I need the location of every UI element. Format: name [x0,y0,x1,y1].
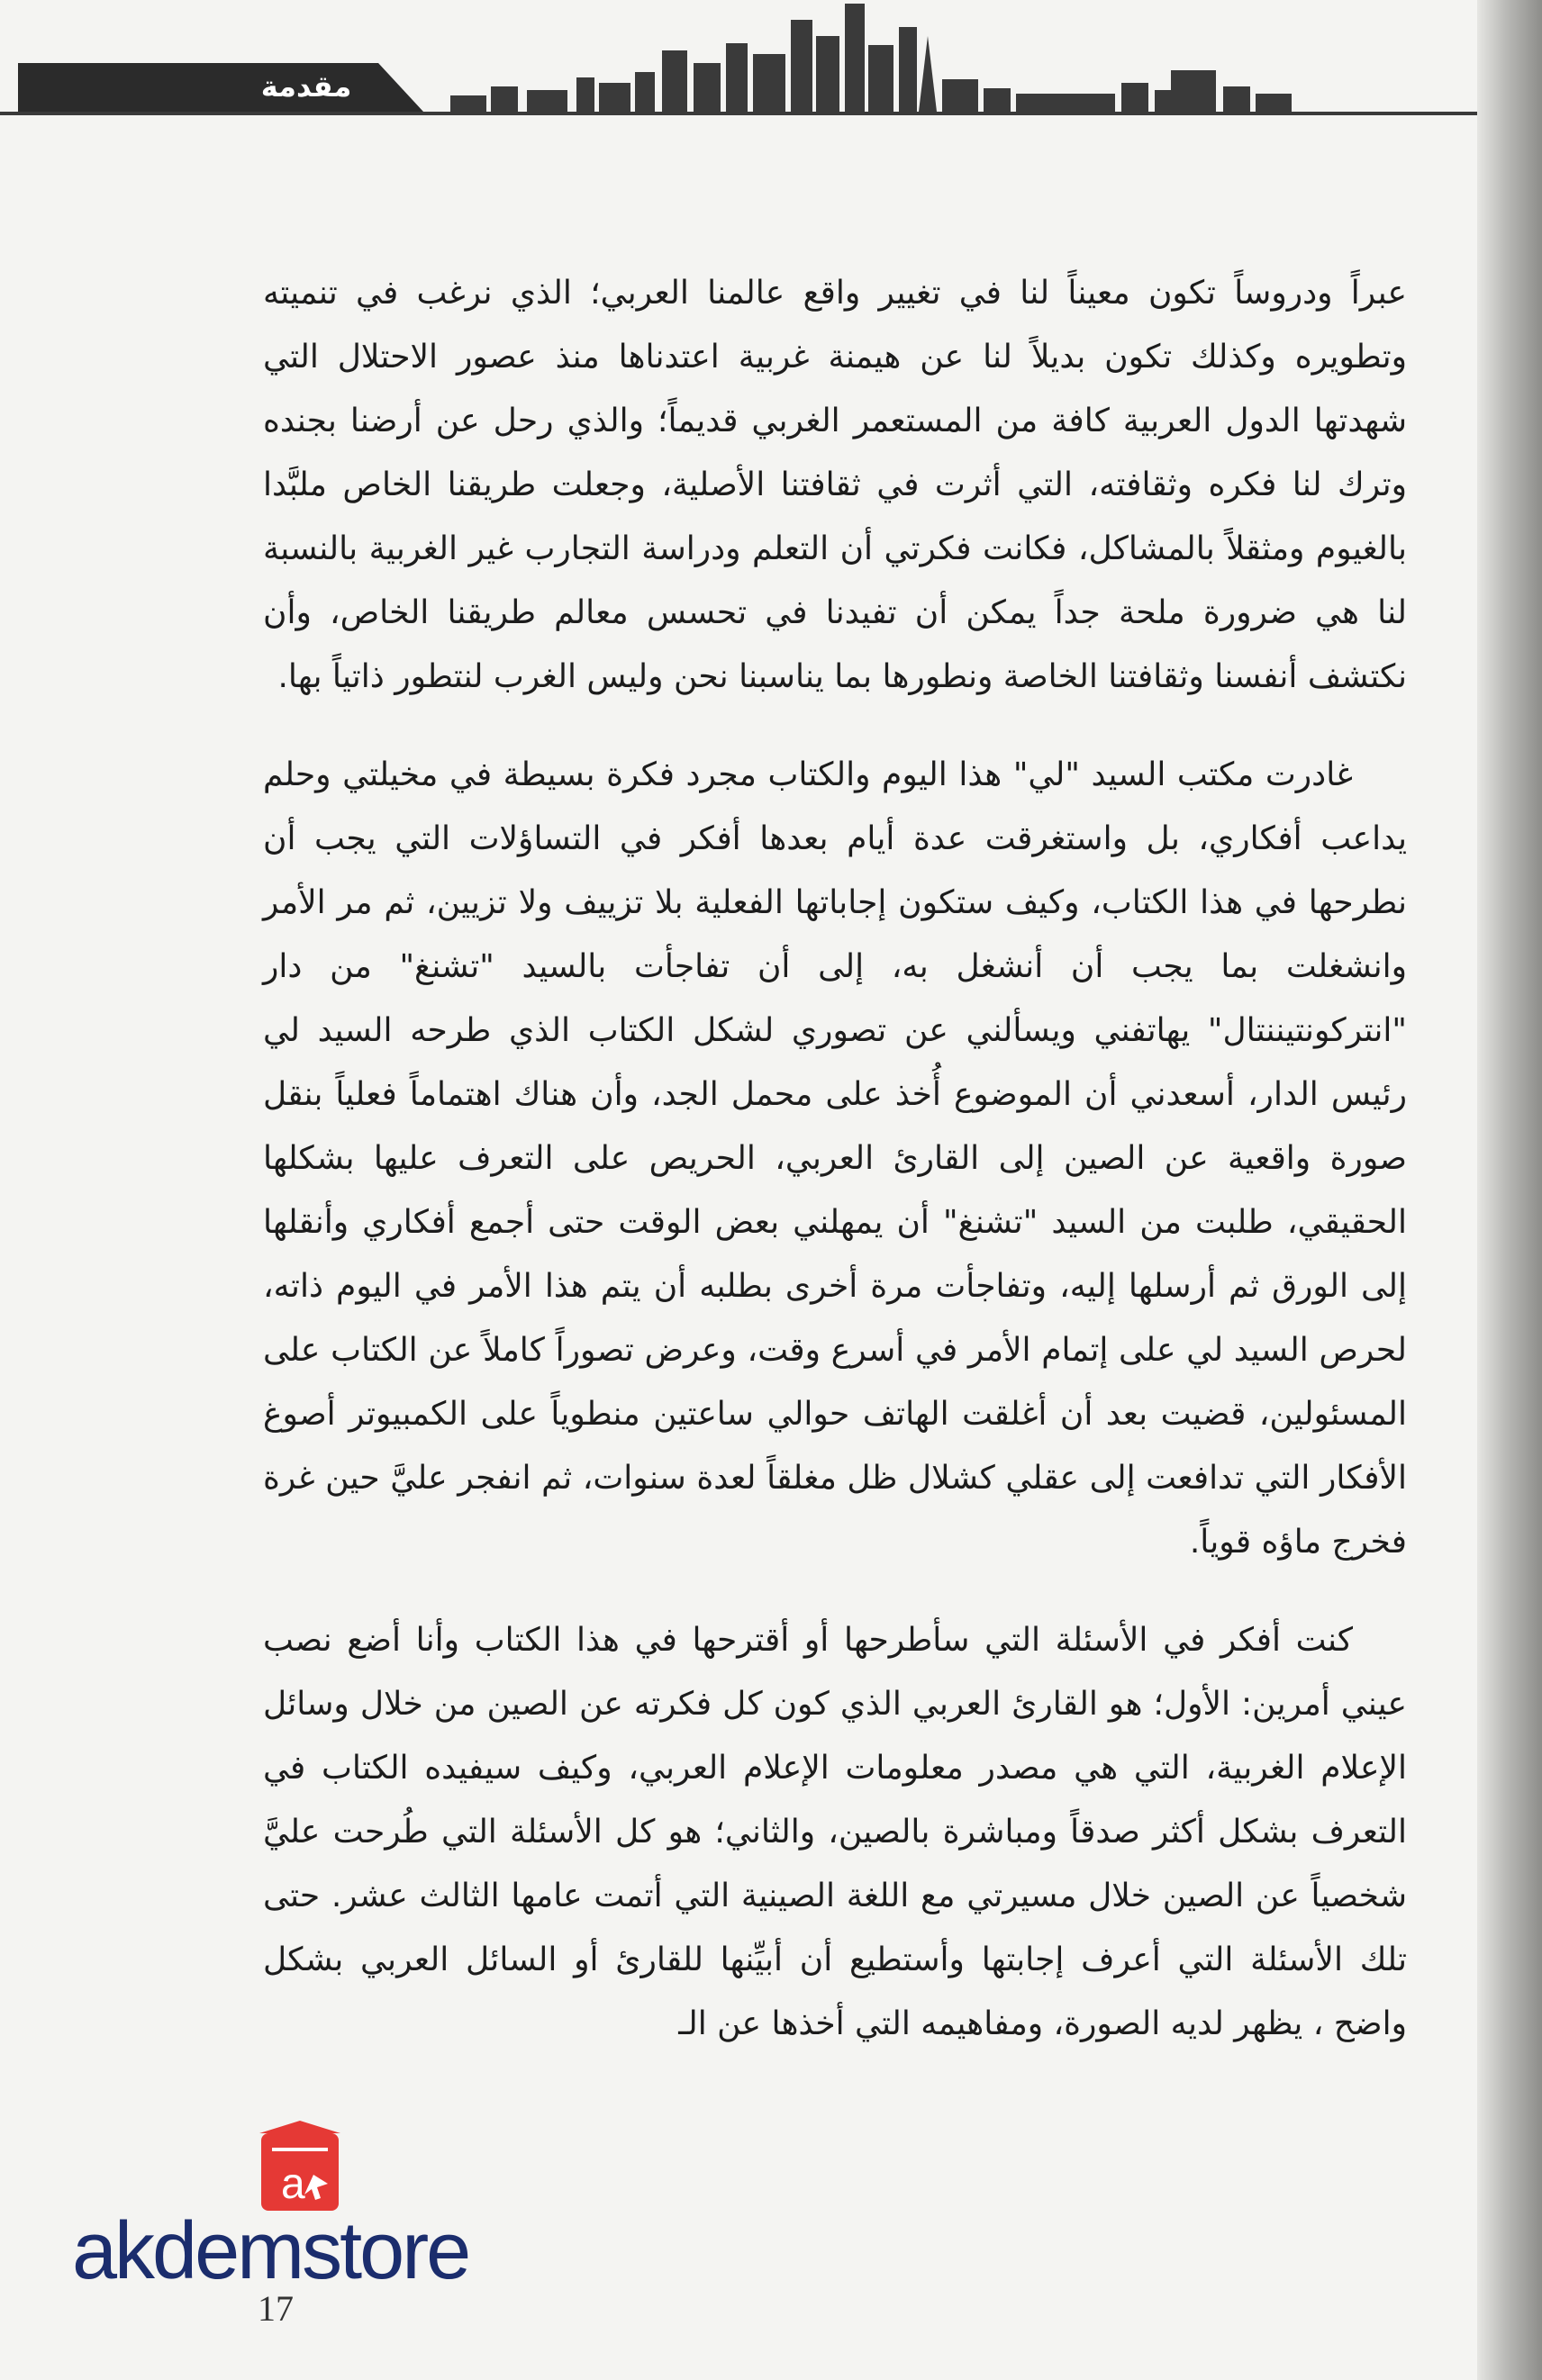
paragraph-2: غادرت مكتب السيد "لي" هذا اليوم والكتاب مجرد فكرة بسيطة في مخيلتي وحلم يداعب أفكاري، بل واستغرقت عدة أيام بعدها أفكر في التساؤلات التي يجب أن نطرحها في هذا الكتاب، وكيف ستكون إجاباتها الفعلية بلا تزييف ولا تزيين، ثم مر الأمر وانشغلت بما يجب أن أنشغل به، إلى أن تفاجأت بالسيد "تشنغ" من دار "انتركونتيننتال" يهاتفني ويسألني عن تصوري لشكل الكتاب الذي طرحه السيد لي رئيس الدار، أسعدني أن الموضوع أُخذ على محمل الجد، وأن هناك اهتماماً فعلياً بنقل صورة واقعية عن الصين إلى القارئ العربي، الحريص على التعرف عليها بشكلها الحقيقي، طلبت من السيد "تشنغ" أن يمهلني بعض الوقت حتى أجمع أفكاري وأنقلها إلى الورق ثم أرسلها إليه، وتفاجأت مرة أخرى بطلبه أن يتم هذا الأمر في اليوم ذاته، لحرص السيد لي على إتمام الأمر في أسرع وقت، وعرض تصوراً كاملاً عن الكتاب على المسئولين، قضيت بعد أن أغلقت الهاتف حوالي ساعتين منطوياً على الكمبيوتر أصوغ الأفكار التي تدافعت إلى عقلي كشلال ظل مغلقاً لعدة سنوات، ثم انفجر عليَّ حين غرة فخرج ماؤه قوياً. [263,756,1407,1561]
page-edge-shadow [1477,0,1542,2380]
store-watermark-text: akdemstore [72,2206,469,2296]
chapter-header [0,0,1477,126]
body-text [263,261,1407,2090]
book-logo-icon [72,2121,558,2220]
paragraph-3: كنت أفكر في الأسئلة التي سأطرحها أو أقترحها في هذا الكتاب وأنا أضع نصب عيني أمرين: الأول؛ هو القارئ العربي الذي كون كل فكرته عن الصين من خلال وسائل الإعلام الغربية، التي هي مصدر معلومات الإعلام العربي، وكيف سيفيده الكتاب في التعرف بشكل أكثر صدقاً ومباشرة بالصين، والثاني؛ هو كل الأسئلة التي طُرحت عليَّ شخصياً عن الصين خلال مسيرتي مع اللغة الصينية التي أتمت عامها الثالث عشر. حتى تلك الأسئلة التي أعرف إجابتها وأستطيع أن أبيِّنها للقارئ أو السائل العربي بشكل واضح ، يظهر لديه الصورة، ومفاهيمه التي أخذها عن الـ [263,1622,1407,2042]
page-number: 17 [258,2288,294,2329]
chapter-title: مقدمة [260,69,352,104]
store-watermark [72,2121,558,2301]
skyline-banner-icon [0,0,1477,126]
paragraph-1: عبراً ودروساً تكون معيناً لنا في تغيير واقع عالمنا العربي؛ الذي نرغب في تنميته وتطويره وكذلك تكون بديلاً لنا عن هيمنة غربية اعتدناها منذ عصور الاحتلال التي شهدتها الدول العربية كافة من المستعمر الغربي قديماً؛ والذي رحل عن أرضنا بجنده وترك لنا فكره وثقافته، التي أثرت في ثقافتنا الأصلية، وجعلت طريقنا الخاص ملبَّدا بالغيوم ومثقلاً بالمشاكل، فكانت فكرتي أن التعلم ودراسة التجارب غير الغربية بالنسبة لنا هي ضرورة ملحة جداً يمكن أن تفيدنا في تحسس معالم طريقنا الخاص، وأن نكتشف أنفسنا وثقافتنا الخاصة ونطورها بما يناسبنا نحن وليس الغرب لنتطور ذاتياً بها. [263,275,1407,695]
svg-text:a: a [281,2160,305,2208]
